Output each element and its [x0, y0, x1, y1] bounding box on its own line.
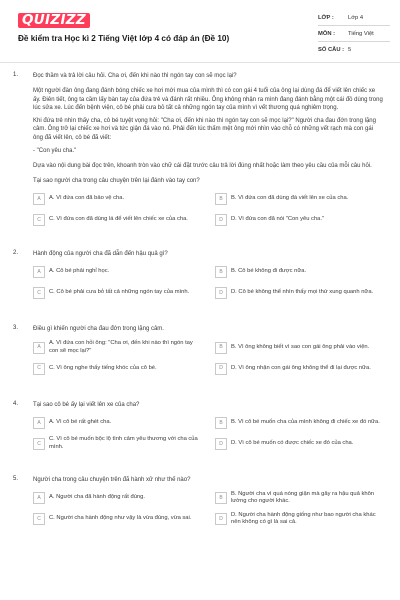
- answer-option-d[interactable]: [215, 361, 383, 377]
- header-divider: [0, 62, 400, 63]
- question-3: [0, 325, 400, 376]
- question-text: Tại sao người cha trong câu chuyện trên lại đánh vào tay con?: [33, 177, 200, 184]
- answer-option-a[interactable]: [33, 415, 201, 431]
- option-letter-box: A: [33, 417, 45, 429]
- answer-options: [33, 191, 383, 228]
- meta-label: SỐ CÂU :: [318, 46, 345, 53]
- option-letter-box: C: [33, 363, 45, 375]
- option-text: D. Vì đứa con đã nói "Con yêu cha.": [231, 216, 325, 223]
- question-number: 4.: [13, 400, 19, 407]
- option-text: C. Cô bé phải cưa bỏ tất cả những ngón tay của mình.: [49, 289, 190, 296]
- question-number: 5.: [13, 475, 19, 482]
- answer-option-b[interactable]: [215, 415, 383, 431]
- question-4: [0, 401, 400, 452]
- answer-option-c[interactable]: [33, 436, 201, 452]
- question-body: [33, 476, 383, 527]
- answer-option-a[interactable]: [33, 191, 201, 207]
- question-1: [0, 72, 400, 228]
- answer-option-b[interactable]: [215, 340, 383, 356]
- document-meta: [318, 10, 390, 57]
- option-text: C. Người cha hành động như vậy là vừa đúng, vừa sai.: [49, 515, 192, 522]
- meta-value: 5: [348, 46, 352, 53]
- option-letter-box: A: [33, 492, 45, 504]
- meta-label: LỚP :: [318, 14, 334, 21]
- option-letter-box: B: [215, 193, 227, 205]
- question-text: Hành động của người cha đã dẫn đến hậu quả gì?: [33, 250, 168, 257]
- answer-option-d[interactable]: [215, 511, 383, 527]
- answer-option-d[interactable]: [215, 212, 383, 228]
- answer-options: [33, 415, 383, 452]
- question-body: [33, 401, 383, 452]
- option-text: B. Người cha vì quá nóng giận mà gây ra hậu quả khôn lường cho người khác.: [231, 490, 375, 505]
- option-text: C. Vì đứa con đã dùng lá để viết lên chiếc xe của cha.: [49, 216, 188, 223]
- meta-value: Tiếng Việt: [348, 30, 374, 37]
- answer-option-c[interactable]: [33, 212, 201, 228]
- option-text: D. Vì cô bé muốn có được chiếc xe đó của cha.: [231, 440, 354, 447]
- option-letter-box: B: [215, 342, 227, 354]
- option-letter-box: C: [33, 287, 45, 299]
- option-letter-box: D: [215, 363, 227, 375]
- option-text: A. Vì cô bé rất ghét cha.: [49, 419, 112, 426]
- answer-option-c[interactable]: [33, 361, 201, 377]
- option-letter-box: C: [33, 513, 45, 525]
- option-letter-box: B: [215, 492, 227, 504]
- question-5: [0, 476, 400, 527]
- option-letter-box: A: [33, 342, 45, 354]
- question-body: [33, 325, 383, 376]
- option-text: B. Vì đứa con đã dùng đá viết lên xe của cha.: [231, 195, 349, 202]
- option-letter-box: D: [215, 214, 227, 226]
- option-letter-box: C: [33, 438, 45, 450]
- option-text: B. Vì cô bé muốn cha của mình không đi chiếc xe đó nữa.: [231, 419, 380, 426]
- option-text: B. Vì ông không biết vì sao con gái ông phải vào viện.: [231, 343, 370, 350]
- question-number: 2.: [13, 249, 19, 256]
- option-letter-box: D: [215, 513, 227, 525]
- document-title: Đề kiểm tra Học kì 2 Tiếng Việt lớp 4 có đáp án (Đề 10): [18, 34, 230, 43]
- answer-option-b[interactable]: [215, 264, 383, 280]
- instruction-text: Dựa vào nội dung bài đọc trên, khoanh tròn vào chữ cái đặt trước câu trả lời đúng nhất hoặc làm theo yêu cầu của mỗi câu hỏi.: [33, 163, 372, 170]
- option-letter-box: A: [33, 266, 45, 278]
- answer-options: [33, 264, 383, 301]
- question-body: [33, 250, 383, 301]
- answer-option-a[interactable]: [33, 490, 201, 506]
- answer-option-a[interactable]: [33, 340, 201, 356]
- option-text: C. Vì ông nghe thấy tiếng khóc của cô bé.: [49, 364, 157, 371]
- answer-option-d[interactable]: [215, 436, 383, 452]
- question-prompt: Đọc thầm và trả lời câu hỏi. Cha ơi, đến khi nào thì ngón tay con sẽ mọc lại?: [33, 73, 237, 79]
- option-text: A. Vì đứa con đã bảo vệ cha.: [49, 195, 125, 202]
- answer-option-b[interactable]: [215, 191, 383, 207]
- option-text: A. Vì đứa con hỏi ông: "Cha ơi, đến khi nào thì ngón tay con sẽ mọc lại?": [49, 339, 193, 354]
- option-text: A. Người cha đã hành động rất đúng.: [49, 494, 145, 501]
- question-number: 1.: [13, 72, 19, 78]
- answer-option-c[interactable]: [33, 511, 201, 527]
- meta-row-class: [318, 10, 390, 26]
- passage-paragraph: Khi đứa trẻ nhìn thấy cha, cô bé tuyệt vọng hỏi: "Cha ơi, đến khi nào thì ngón tay con sẽ mọc lại?" Người cha đau đớn trong lặng câm. Ông trở lại chiếc xe hơi và tức giận đá vào nó. Phải đến lúc thấm mệt ông mới nhìn vào chỗ có những vết rạch mà con gái ông đã viết lên, cô bé đã viết:: [33, 118, 376, 141]
- option-text: D. Người cha hành động giống như bao người cha khác nên không có gì là sai cả.: [231, 511, 376, 526]
- option-text: A. Cô bé phải nghỉ học.: [49, 268, 110, 275]
- answer-options: [33, 490, 383, 527]
- option-letter-box: D: [215, 287, 227, 299]
- question-text: Tại sao cô bé ấy lại viết lên xe của cha?: [33, 401, 140, 408]
- passage-paragraph: - "Con yêu cha.": [33, 148, 77, 155]
- answer-option-d[interactable]: [215, 285, 383, 301]
- question-text: Người cha trong câu chuyện trên đã hành xử như thế nào?: [33, 476, 191, 483]
- option-letter-box: B: [215, 417, 227, 429]
- option-letter-box: C: [33, 214, 45, 226]
- option-letter-box: A: [33, 193, 45, 205]
- question-number: 3.: [13, 325, 19, 332]
- answer-option-b[interactable]: [215, 490, 383, 506]
- option-letter-box: B: [215, 266, 227, 278]
- question-body: [33, 72, 383, 228]
- meta-row-count: [318, 42, 390, 57]
- passage-paragraph: Một người đàn ông đang đánh bóng chiếc xe hơi mới mua của mình thì có con gái 4 tuổi của ông lại dùng đá để viết lên chiếc xe ấy. Điên tiết, ông ta cầm lấy bàn tay của đứa trẻ và đánh rất nhiều. Ông không nhận ra mình đang đánh bằng một cái đồ dùng trong lúc sửa xe. Lúc đến bệnh viện, cô bé phải cưa bỏ tất cả những ngón tay của mình vì vết thương quá nghiêm trọng.: [33, 88, 383, 111]
- option-text: D. Cô bé không thể nhìn thấy mọi thứ xung quanh nữa.: [231, 289, 374, 296]
- question-list: [0, 72, 400, 527]
- question-2: [0, 250, 400, 301]
- quizizz-logo: QUIZIZZ: [18, 13, 90, 28]
- meta-value: Lớp 4: [348, 14, 364, 21]
- answer-option-a[interactable]: [33, 264, 201, 280]
- answer-options: [33, 340, 383, 377]
- option-text: C. Vì cô bé muốn bộc lộ tình cảm yêu thương với cha của mình.: [49, 436, 198, 450]
- option-text: B. Cô bé không đi được nữa.: [231, 268, 307, 275]
- answer-option-c[interactable]: [33, 285, 201, 301]
- meta-row-subject: [318, 26, 390, 42]
- meta-label: MÔN :: [318, 30, 336, 37]
- question-text: Điều gì khiến người cha đau đớn trong lặng câm.: [33, 326, 164, 333]
- option-text: D. Vì ông nhận con gái ông không thể đi lại được nữa.: [231, 364, 371, 371]
- option-letter-box: D: [215, 438, 227, 450]
